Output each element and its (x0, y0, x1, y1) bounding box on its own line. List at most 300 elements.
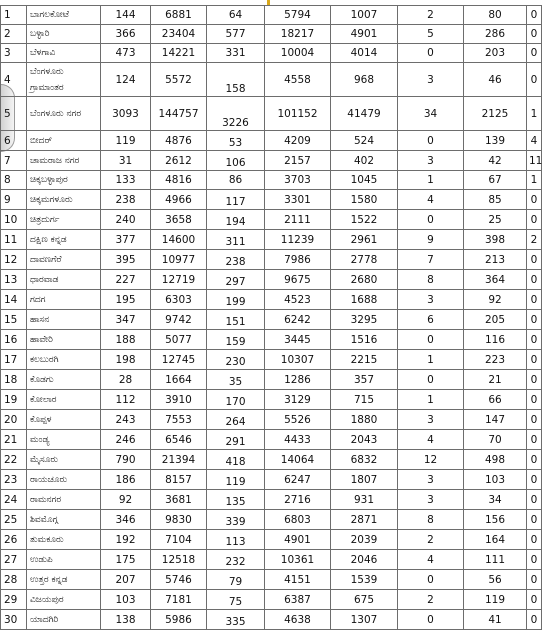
value-cell: 199 (207, 290, 265, 310)
value-cell: 4433 (265, 430, 331, 450)
value-cell: 9742 (151, 310, 207, 330)
value-cell: 85 (464, 190, 527, 210)
value-cell: 2 (527, 230, 542, 250)
serial-number-cell: 13 (1, 270, 27, 290)
value-cell: 1807 (331, 470, 398, 490)
value-cell: 0 (398, 610, 464, 630)
value-cell: 4876 (151, 131, 207, 151)
table-row (1, 330, 542, 350)
value-cell: 347 (101, 310, 151, 330)
value-cell: 364 (464, 270, 527, 290)
value-cell: 0 (527, 250, 542, 270)
value-cell: 9675 (265, 270, 331, 290)
value-cell: 227 (101, 270, 151, 290)
value-cell: 5077 (151, 330, 207, 350)
value-cell: 101152 (265, 97, 331, 131)
value-cell: 213 (464, 250, 527, 270)
value-cell: 1516 (331, 330, 398, 350)
serial-number-cell: 30 (1, 610, 27, 630)
table-row (1, 131, 542, 151)
value-cell: 4816 (151, 171, 207, 190)
value-cell: 311 (207, 230, 265, 250)
value-cell: 119 (464, 590, 527, 610)
value-cell: 56 (464, 570, 527, 590)
value-cell: 6242 (265, 310, 331, 330)
value-cell: 0 (527, 410, 542, 430)
serial-number-cell: 29 (1, 590, 27, 610)
value-cell: 10977 (151, 250, 207, 270)
value-cell: 12719 (151, 270, 207, 290)
district-name-cell: ಮಂಡ್ಯ (27, 430, 101, 450)
value-cell: 41 (464, 610, 527, 630)
value-cell: 18217 (265, 25, 331, 44)
value-cell: 53 (207, 131, 265, 151)
value-cell: 577 (207, 25, 265, 44)
value-cell: 195 (101, 290, 151, 310)
value-cell: 0 (527, 530, 542, 550)
value-cell: 498 (464, 450, 527, 470)
value-cell: 5746 (151, 570, 207, 590)
value-cell: 398 (464, 230, 527, 250)
value-cell: 1539 (331, 570, 398, 590)
value-cell: 21 (464, 370, 527, 390)
value-cell: 0 (398, 570, 464, 590)
value-cell: 8 (398, 510, 464, 530)
district-name-cell: ಶಿವಮೊಗ್ಗ (27, 510, 101, 530)
table-row (1, 510, 542, 530)
value-cell: 346 (101, 510, 151, 530)
serial-number-cell: 18 (1, 370, 27, 390)
district-name-cell: ಬಳ್ಳಾರಿ (27, 25, 101, 44)
value-cell: 2 (398, 530, 464, 550)
value-cell: 240 (101, 210, 151, 230)
value-cell: 111 (464, 550, 527, 570)
value-cell: 7553 (151, 410, 207, 430)
value-cell: 7181 (151, 590, 207, 610)
value-cell: 291 (207, 430, 265, 450)
value-cell: 2039 (331, 530, 398, 550)
value-cell: 159 (207, 330, 265, 350)
value-cell: 198 (101, 350, 151, 370)
value-cell: 4 (398, 550, 464, 570)
serial-number-cell: 23 (1, 470, 27, 490)
value-cell: 1 (398, 390, 464, 410)
value-cell: 207 (101, 570, 151, 590)
value-cell: 2716 (265, 490, 331, 510)
value-cell: 418 (207, 450, 265, 470)
table-row (1, 270, 542, 290)
value-cell: 3658 (151, 210, 207, 230)
value-cell: 23404 (151, 25, 207, 44)
value-cell: 6832 (331, 450, 398, 470)
value-cell: 3910 (151, 390, 207, 410)
value-cell: 205 (464, 310, 527, 330)
value-cell: 0 (527, 610, 542, 630)
value-cell: 113 (207, 530, 265, 550)
district-name-cell: ಬೀದರ್ (27, 131, 101, 151)
table-row (1, 530, 542, 550)
value-cell: 14064 (265, 450, 331, 470)
value-cell: 0 (527, 570, 542, 590)
serial-number-cell: 19 (1, 390, 27, 410)
table-row (1, 550, 542, 570)
value-cell: 1286 (265, 370, 331, 390)
district-name-cell: ಕೋಲಾರ (27, 390, 101, 410)
value-cell: 42 (464, 151, 527, 171)
value-cell: 164 (464, 530, 527, 550)
district-name-cell: ಬೆಳಗಾವಿ (27, 44, 101, 63)
value-cell: 7 (398, 250, 464, 270)
value-cell: 147 (464, 410, 527, 430)
value-cell: 0 (527, 330, 542, 350)
table-row (1, 610, 542, 630)
district-name-cell: ಚಿತ್ರದುರ್ಗ (27, 210, 101, 230)
table-row (1, 310, 542, 330)
serial-number-cell: 17 (1, 350, 27, 370)
value-cell: 246 (101, 430, 151, 450)
value-cell: 14221 (151, 44, 207, 63)
value-cell: 92 (101, 490, 151, 510)
district-table-body (1, 6, 542, 630)
table-row (1, 430, 542, 450)
value-cell: 0 (527, 350, 542, 370)
value-cell: 117 (207, 190, 265, 210)
district-name-cell: ಹಾವೇರಿ (27, 330, 101, 350)
value-cell: 2680 (331, 270, 398, 290)
value-cell: 232 (207, 550, 265, 570)
district-name-cell: ಕೊಪ್ಪಳ (27, 410, 101, 430)
value-cell: 8 (398, 270, 464, 290)
value-cell: 0 (527, 390, 542, 410)
value-cell: 2 (398, 6, 464, 25)
serial-number-cell: 15 (1, 310, 27, 330)
serial-number-cell: 12 (1, 250, 27, 270)
district-name-cell: ದಾವಣಗೆರೆ (27, 250, 101, 270)
value-cell: 4209 (265, 131, 331, 151)
value-cell: 1580 (331, 190, 398, 210)
value-cell: 10307 (265, 350, 331, 370)
serial-number-cell: 10 (1, 210, 27, 230)
value-cell: 1 (527, 171, 542, 190)
value-cell: 7986 (265, 250, 331, 270)
district-name-cell: ಉಡುಪಿ (27, 550, 101, 570)
value-cell: 12 (398, 450, 464, 470)
serial-number-cell: 14 (1, 290, 27, 310)
value-cell: 4558 (265, 63, 331, 97)
value-cell: 6 (398, 310, 464, 330)
value-cell: 2961 (331, 230, 398, 250)
value-cell: 4 (398, 190, 464, 210)
value-cell: 139 (464, 131, 527, 151)
value-cell: 28 (101, 370, 151, 390)
value-cell: 116 (464, 330, 527, 350)
value-cell: 46 (464, 63, 527, 97)
value-cell: 1688 (331, 290, 398, 310)
value-cell: 12745 (151, 350, 207, 370)
table-row (1, 410, 542, 430)
serial-number-cell: 6 (1, 131, 27, 151)
value-cell: 230 (207, 350, 265, 370)
value-cell: 138 (101, 610, 151, 630)
table-row (1, 570, 542, 590)
table-row (1, 490, 542, 510)
value-cell: 3226 (207, 97, 265, 131)
table-row (1, 370, 542, 390)
table-row (1, 171, 542, 190)
table-row (1, 390, 542, 410)
value-cell: 194 (207, 210, 265, 230)
district-name-cell: ಚಿಕ್ಕಬಳ್ಳಾಪುರ (27, 171, 101, 190)
value-cell: 1007 (331, 6, 398, 25)
value-cell: 6387 (265, 590, 331, 610)
table-row (1, 350, 542, 370)
value-cell: 0 (527, 25, 542, 44)
value-cell: 3 (398, 63, 464, 97)
value-cell: 5794 (265, 6, 331, 25)
value-cell: 2125 (464, 97, 527, 131)
value-cell: 12518 (151, 550, 207, 570)
value-cell: 377 (101, 230, 151, 250)
value-cell: 4901 (331, 25, 398, 44)
value-cell: 135 (207, 490, 265, 510)
value-cell: 0 (527, 6, 542, 25)
value-cell: 10004 (265, 44, 331, 63)
value-cell: 203 (464, 44, 527, 63)
district-name-cell: ಬೆಂಗಳೂರು ಗ್ರಾಮಾಂತರ (27, 63, 101, 97)
value-cell: 0 (398, 370, 464, 390)
value-cell: 0 (398, 44, 464, 63)
value-cell: 6546 (151, 430, 207, 450)
value-cell: 243 (101, 410, 151, 430)
district-name-cell: ಕಲಬುರಗಿ (27, 350, 101, 370)
value-cell: 5572 (151, 63, 207, 97)
table-row (1, 230, 542, 250)
value-cell: 35 (207, 370, 265, 390)
value-cell: 1307 (331, 610, 398, 630)
value-cell: 223 (464, 350, 527, 370)
value-cell: 1045 (331, 171, 398, 190)
serial-number-cell: 9 (1, 190, 27, 210)
value-cell: 0 (527, 190, 542, 210)
value-cell: 3301 (265, 190, 331, 210)
value-cell: 80 (464, 6, 527, 25)
value-cell: 0 (527, 490, 542, 510)
value-cell: 34 (464, 490, 527, 510)
serial-number-cell: 5 (1, 97, 27, 131)
value-cell: 238 (101, 190, 151, 210)
value-cell: 192 (101, 530, 151, 550)
table-row (1, 590, 542, 610)
value-cell: 0 (527, 290, 542, 310)
value-cell: 1664 (151, 370, 207, 390)
value-cell: 64 (207, 6, 265, 25)
serial-number-cell: 24 (1, 490, 27, 510)
table-row (1, 6, 542, 25)
serial-number-cell: 4 (1, 63, 27, 97)
value-cell: 9 (398, 230, 464, 250)
value-cell: 103 (101, 590, 151, 610)
value-cell: 0 (527, 470, 542, 490)
value-cell: 402 (331, 151, 398, 171)
value-cell: 21394 (151, 450, 207, 470)
value-cell: 4 (527, 131, 542, 151)
value-cell: 297 (207, 270, 265, 290)
value-cell: 7104 (151, 530, 207, 550)
value-cell: 3 (398, 410, 464, 430)
serial-number-cell: 28 (1, 570, 27, 590)
value-cell: 4 (398, 430, 464, 450)
value-cell: 0 (527, 430, 542, 450)
district-name-cell: ಉತ್ತರ ಕನ್ನಡ (27, 570, 101, 590)
table-row (1, 470, 542, 490)
table-row (1, 210, 542, 230)
value-cell: 2215 (331, 350, 398, 370)
value-cell: 931 (331, 490, 398, 510)
serial-number-cell: 20 (1, 410, 27, 430)
value-cell: 8157 (151, 470, 207, 490)
value-cell: 5526 (265, 410, 331, 430)
district-name-cell: ಚಾಮರಾಜ ನಗರ (27, 151, 101, 171)
value-cell: 2871 (331, 510, 398, 530)
value-cell: 151 (207, 310, 265, 330)
value-cell: 0 (398, 330, 464, 350)
serial-number-cell: 1 (1, 6, 27, 25)
value-cell: 156 (464, 510, 527, 530)
value-cell: 3681 (151, 490, 207, 510)
value-cell: 0 (527, 210, 542, 230)
value-cell: 357 (331, 370, 398, 390)
value-cell: 339 (207, 510, 265, 530)
table-row (1, 25, 542, 44)
district-name-cell: ಯಾದಗಿರಿ (27, 610, 101, 630)
value-cell: 41479 (331, 97, 398, 131)
district-name-cell: ವಿಜಯಪುರ (27, 590, 101, 610)
table-row (1, 44, 542, 63)
value-cell: 5 (398, 25, 464, 44)
value-cell: 79 (207, 570, 265, 590)
table-row (1, 450, 542, 470)
district-name-cell: ಬೆಂಗಳೂರು ನಗರ (27, 97, 101, 131)
value-cell: 286 (464, 25, 527, 44)
value-cell: 0 (398, 131, 464, 151)
value-cell: 335 (207, 610, 265, 630)
table-row (1, 290, 542, 310)
table-row (1, 151, 542, 171)
serial-number-cell: 27 (1, 550, 27, 570)
district-name-cell: ದಕ್ಷಿಣ ಕನ್ನಡ (27, 230, 101, 250)
value-cell: 112 (101, 390, 151, 410)
value-cell: 675 (331, 590, 398, 610)
serial-number-cell: 7 (1, 151, 27, 171)
value-cell: 10361 (265, 550, 331, 570)
value-cell: 31 (101, 151, 151, 171)
serial-number-cell: 11 (1, 230, 27, 250)
value-cell: 4966 (151, 190, 207, 210)
table-row (1, 97, 542, 131)
value-cell: 3093 (101, 97, 151, 131)
value-cell: 4014 (331, 44, 398, 63)
value-cell: 4901 (265, 530, 331, 550)
value-cell: 366 (101, 25, 151, 44)
value-cell: 2612 (151, 151, 207, 171)
value-cell: 11 (527, 151, 542, 171)
value-cell: 67 (464, 171, 527, 190)
value-cell: 2 (398, 590, 464, 610)
district-name-cell: ಕೊಡಗು (27, 370, 101, 390)
value-cell: 4638 (265, 610, 331, 630)
value-cell: 968 (331, 63, 398, 97)
value-cell: 34 (398, 97, 464, 131)
value-cell: 1522 (331, 210, 398, 230)
value-cell: 6247 (265, 470, 331, 490)
value-cell: 331 (207, 44, 265, 63)
district-name-cell: ಹಾಸನ (27, 310, 101, 330)
value-cell: 4151 (265, 570, 331, 590)
district-name-cell: ರಾಮನಗರ (27, 490, 101, 510)
table-row (1, 250, 542, 270)
value-cell: 170 (207, 390, 265, 410)
value-cell: 92 (464, 290, 527, 310)
district-name-cell: ಗದಗ (27, 290, 101, 310)
serial-number-cell: 26 (1, 530, 27, 550)
value-cell: 188 (101, 330, 151, 350)
value-cell: 2043 (331, 430, 398, 450)
value-cell: 3295 (331, 310, 398, 330)
value-cell: 0 (527, 590, 542, 610)
value-cell: 395 (101, 250, 151, 270)
value-cell: 144757 (151, 97, 207, 131)
value-cell: 11239 (265, 230, 331, 250)
table-row (1, 63, 542, 97)
value-cell: 790 (101, 450, 151, 470)
value-cell: 144 (101, 6, 151, 25)
district-table (0, 5, 542, 630)
value-cell: 3 (398, 470, 464, 490)
value-cell: 0 (527, 450, 542, 470)
table-row (1, 190, 542, 210)
value-cell: 3129 (265, 390, 331, 410)
value-cell: 4523 (265, 290, 331, 310)
value-cell: 66 (464, 390, 527, 410)
value-cell: 473 (101, 44, 151, 63)
value-cell: 2778 (331, 250, 398, 270)
value-cell: 9830 (151, 510, 207, 530)
value-cell: 0 (398, 210, 464, 230)
value-cell: 3445 (265, 330, 331, 350)
value-cell: 0 (527, 44, 542, 63)
district-name-cell: ತುಮಕೂರು (27, 530, 101, 550)
value-cell: 6303 (151, 290, 207, 310)
serial-number-cell: 25 (1, 510, 27, 530)
value-cell: 0 (527, 63, 542, 97)
value-cell: 3703 (265, 171, 331, 190)
district-name-cell: ಧಾರವಾಡ (27, 270, 101, 290)
district-name-cell: ರಾಯಚೂರು (27, 470, 101, 490)
value-cell: 1 (527, 97, 542, 131)
value-cell: 2046 (331, 550, 398, 570)
district-name-cell: ಬಾಗಲಕೋಟೆ (27, 6, 101, 25)
value-cell: 1 (398, 171, 464, 190)
value-cell: 715 (331, 390, 398, 410)
value-cell: 86 (207, 171, 265, 190)
serial-number-cell: 2 (1, 25, 27, 44)
value-cell: 0 (527, 550, 542, 570)
value-cell: 119 (101, 131, 151, 151)
value-cell: 2111 (265, 210, 331, 230)
value-cell: 2157 (265, 151, 331, 171)
serial-number-cell: 3 (1, 44, 27, 63)
value-cell: 103 (464, 470, 527, 490)
